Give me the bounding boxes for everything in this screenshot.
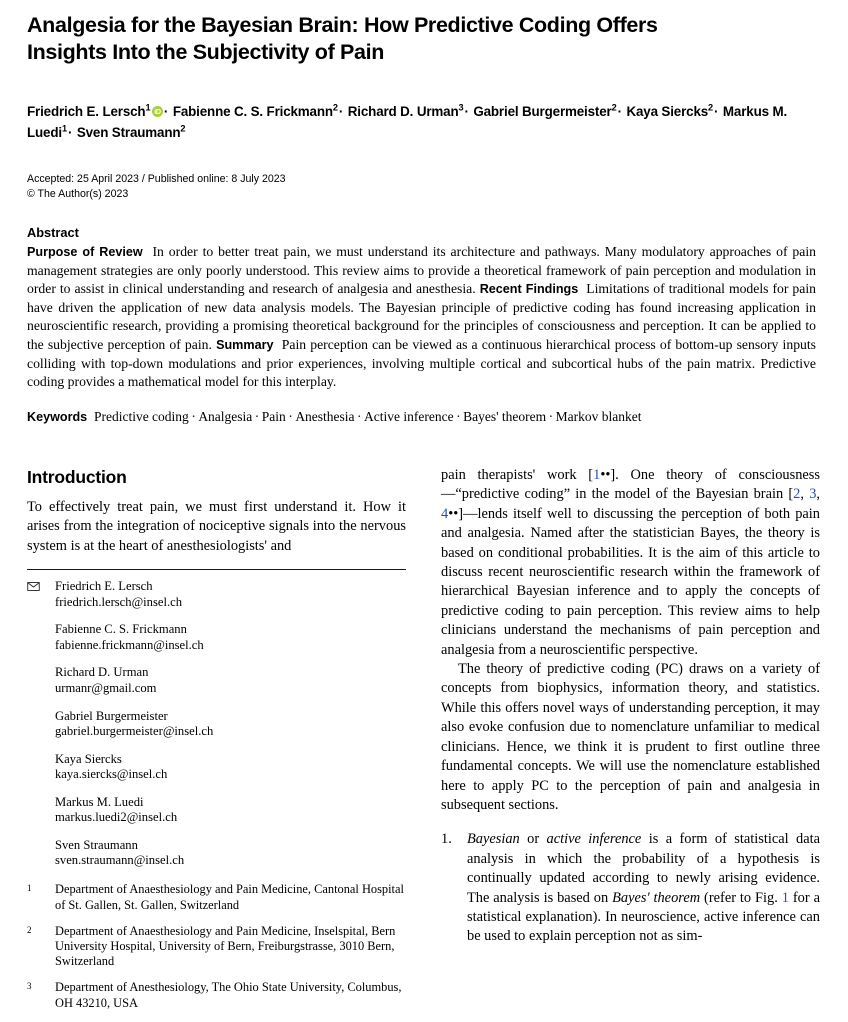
abstract-paragraph xyxy=(27,243,816,392)
author-name: Kaya Siercks xyxy=(626,104,709,119)
author-separator: · xyxy=(464,104,469,119)
author-separator: · xyxy=(338,104,344,119)
affiliation-list xyxy=(27,882,406,1010)
correspondence-item xyxy=(27,709,406,740)
list-item-text: (refer to Fig. xyxy=(700,889,782,906)
affiliation-text: Department of Anaesthesiology and Pain Medicine, Inselspital, Bern University Hospital, University of Bern, Freiburgstrasse, 3010 Bern, Switzerland xyxy=(55,923,396,969)
orcid-icon[interactable] xyxy=(152,106,163,117)
intro-text-part: ••]—lends itself well to discussing the perception of both pain and analgesia. Named after the statistician Bayes, the theory is based on conditional probabilities. It is the aim of this article to discuss recent neuroscientific research within the framework of hierarchical Bayesian inference and to apply the concepts of predictive coding to pain perception. This review aims to help clinicians understand the mechanisms of pain perception and analgesia from a neuroscientific perspective. xyxy=(441,505,820,658)
author-separator: · xyxy=(67,124,73,140)
keyword-separator: · xyxy=(254,408,260,424)
citation-link-2[interactable]: 2 xyxy=(793,486,801,503)
author-affiliation-marker: 2 xyxy=(180,123,186,134)
contact-email[interactable]: urmanr@gmail.com xyxy=(55,680,157,695)
accepted-date: Accepted: 25 April 2023 / Published online: 8 July 2023 xyxy=(27,173,286,185)
affiliation-number: 1 xyxy=(27,883,32,894)
author-separator: · xyxy=(163,104,169,119)
affiliation-text: Department of Anesthesiology, The Ohio State University, Columbus, OH 43210, USA xyxy=(55,980,402,1010)
page-title: Analgesia for the Bayesian Brain: How Predictive Coding Offers Insights Into the Subjectivity of Pain xyxy=(27,13,658,64)
author-separator: · xyxy=(714,104,719,119)
concept-list xyxy=(441,830,820,946)
keyword-separator: · xyxy=(548,408,554,424)
author-affiliation-marker: 1 xyxy=(61,123,67,134)
copyright-line: © The Author(s) 2023 xyxy=(27,187,129,200)
body-columns xyxy=(27,466,820,1010)
list-item-text: is a form of statistical data analysis in which the probability of a hypothesis is continually updated according to newly arising evidence. The analysis is based on xyxy=(467,831,820,906)
contact-email[interactable]: friedrich.lersch@insel.ch xyxy=(55,594,182,609)
affiliation-item xyxy=(27,924,406,970)
contact-name: Richard D. Urman xyxy=(55,665,149,680)
author-affiliation-marker: 1 xyxy=(145,102,151,113)
keyword-separator: · xyxy=(357,408,362,424)
section-heading-introduction: Introduction xyxy=(27,467,127,487)
abstract-heading: Abstract xyxy=(27,225,79,240)
contact-email[interactable]: kaya.siercks@insel.ch xyxy=(55,766,168,781)
envelope-icon xyxy=(27,582,40,591)
keyword-separator: · xyxy=(191,408,196,424)
correspondence-item xyxy=(27,622,406,653)
correspondence-list xyxy=(27,579,406,868)
contact-name: Fabienne C. S. Frickmann xyxy=(55,622,187,637)
contact-email[interactable]: sven.straumann@insel.ch xyxy=(55,853,185,868)
correspondence-item xyxy=(27,665,406,696)
keyword-item: Pain xyxy=(261,408,286,424)
author-affiliation-marker: 2 xyxy=(708,102,714,113)
publication-info xyxy=(27,172,818,201)
keyword-item: Active inference xyxy=(364,408,454,424)
list-item-text: or xyxy=(519,831,547,848)
intro-text-part: ••]. One theory of consciousness—“predictive coding” in the model of the Bayesian brain [ xyxy=(441,467,820,503)
affiliation-number: 3 xyxy=(27,981,32,992)
author-list xyxy=(27,102,827,143)
keyword-item: Anesthesia xyxy=(295,408,355,424)
author-name: Richard D. Urman xyxy=(347,104,459,119)
keywords-row xyxy=(27,408,816,426)
abstract-body xyxy=(27,243,816,392)
citation-link-1[interactable]: 1 xyxy=(593,467,601,483)
intro-paragraph-right-1 xyxy=(441,466,820,660)
author-separator: · xyxy=(617,104,622,119)
citation-link-3[interactable]: 3 xyxy=(809,486,817,503)
author-affiliation-marker: 2 xyxy=(611,102,617,113)
list-item-marker: 1. xyxy=(441,831,452,848)
abstract-text: Limitations of traditional models for pain have driven the application of new data analysis models. The Bayesian principle of predictive coding has found increasing application in neuroscientific research, providing a promising theoretical background for the principles of consciousness and perception. It can be applied to the subjective perception of pain. xyxy=(27,281,816,352)
footnote-divider xyxy=(27,569,406,570)
correspondence-item xyxy=(27,752,406,783)
correspondence-item xyxy=(27,838,406,869)
abstract-label: Summary xyxy=(216,337,274,352)
list-item-emphasis: Bayesian xyxy=(467,831,520,848)
affiliation-number: 2 xyxy=(27,924,32,935)
contact-name: Markus M. Luedi xyxy=(55,794,144,809)
intro-text-part: , xyxy=(816,486,820,503)
author-name: Markus M. Luedi xyxy=(27,104,788,140)
contact-name: Friedrich E. Lersch xyxy=(55,579,153,594)
author-name: Sven Straumann xyxy=(76,124,181,140)
author-name: Friedrich E. Lersch xyxy=(27,104,146,119)
keyword-item: Predictive coding xyxy=(93,408,189,424)
contact-name: Gabriel Burgermeister xyxy=(55,708,168,723)
list-item xyxy=(441,830,820,946)
intro-paragraph-left: To effectively treat pain, we must first understand it. How it arises from the integration of nociceptive signals into the nervous system is at the heart of anesthesiologists' and xyxy=(27,499,406,554)
keyword-separator: · xyxy=(288,408,293,424)
keyword-item: Bayes' theorem xyxy=(463,408,547,424)
list-item-text: for a statistical explanation). In neuroscience, active inference can be used to explain perception not as sim- xyxy=(467,889,820,945)
paper-header xyxy=(27,12,818,426)
list-item-emphasis: Bayes' theorem xyxy=(612,889,701,906)
figure-link[interactable]: 1 xyxy=(781,889,789,906)
keywords-label: Keywords xyxy=(27,409,88,424)
affiliation-item xyxy=(27,882,406,912)
left-column xyxy=(27,466,406,1022)
author-name: Fabienne C. S. Frickmann xyxy=(172,104,333,119)
abstract-label: Purpose of Review xyxy=(27,245,143,259)
contact-email[interactable]: gabriel.burgermeister@insel.ch xyxy=(55,723,214,738)
affiliation-item xyxy=(27,980,406,1010)
abstract-section xyxy=(27,224,816,426)
intro-text-part: , xyxy=(800,486,810,503)
abstract-text: Pain perception can be viewed as a continuous hierarchical process of bottom-up sensory inputs colliding with top-down modulations and prior experiences, involving multiple cortical and subcortical hubs of the pain matrix. Predictive coding provides a mathematical model for this interplay. xyxy=(27,336,817,390)
correspondence-item xyxy=(27,795,406,826)
keyword-item: Markov blanket xyxy=(555,408,642,424)
abstract-text: In order to better treat pain, we must understand its architecture and pathways. Many modulatory approaches of pain management strategies are only poorly understood. This review aims to provide a theoretical framework of pain perception and modulation in order to assist in clinical understanding and research of analgesia and anesthesia. xyxy=(27,244,816,297)
contact-name: Kaya Siercks xyxy=(55,751,122,766)
keyword-item: Analgesia xyxy=(198,408,253,424)
citation-link-4[interactable]: 4 xyxy=(441,505,449,522)
abstract-label: Recent Findings xyxy=(479,282,579,297)
intro-paragraph-right-2: The theory of predictive coding (PC) draws on a variety of concepts from biophysics, information theory, and statistics. While this offers novel ways of understanding perception, it may also evoke confusion due to nomenclature unfamiliar to medical clinicians. Hence, we think it is prudent to first outline three fundamental concepts. We will use the nomenclature established here to apply PC to the perception of pain and analgesia in subsequent sections. xyxy=(441,661,820,813)
correspondence-item xyxy=(27,579,406,610)
contact-email[interactable]: fabienne.frickmann@insel.ch xyxy=(55,637,204,652)
affiliation-text: Department of Anaesthesiology and Pain Medicine, Cantonal Hospital of St. Gallen, St. Gallen, Switzerland xyxy=(55,882,404,912)
contact-name: Sven Straumann xyxy=(55,837,138,852)
contact-email[interactable]: markus.luedi2@insel.ch xyxy=(55,809,178,824)
intro-text-part: pain therapists' work [ xyxy=(441,467,594,483)
author-affiliation-marker: 2 xyxy=(332,102,338,113)
list-item-emphasis: active inference xyxy=(546,831,642,848)
keyword-separator: · xyxy=(456,408,461,424)
author-name: Gabriel Burgermeister xyxy=(473,104,612,119)
author-affiliation-marker: 3 xyxy=(458,102,464,113)
right-column xyxy=(441,466,820,947)
